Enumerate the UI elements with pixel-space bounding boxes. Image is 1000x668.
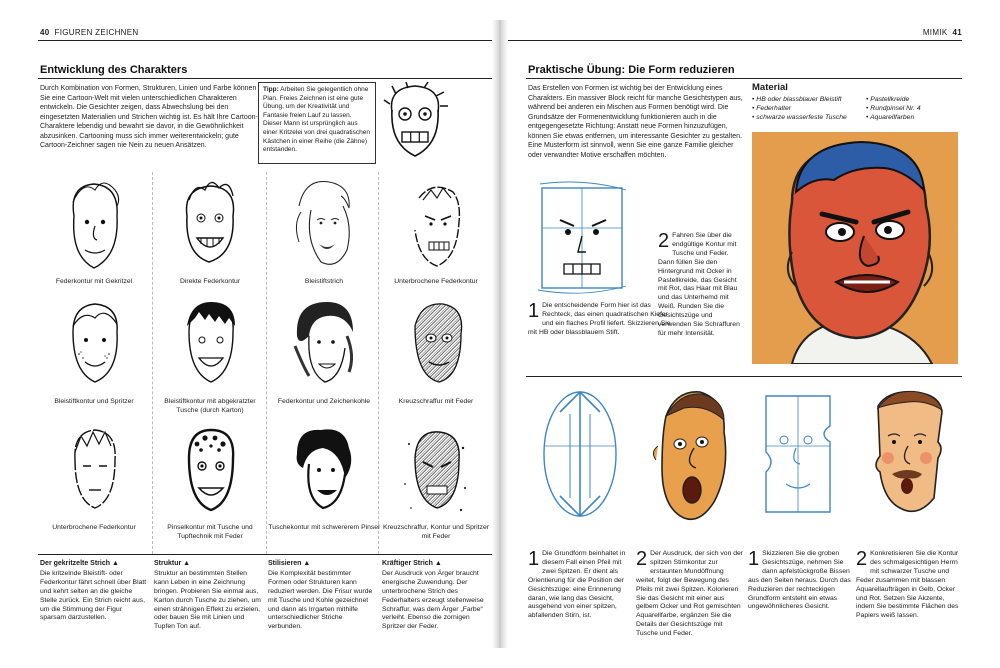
- right-page-header: [923, 28, 962, 37]
- scratched-ink-face-drawing: [175, 296, 245, 396]
- step-text: Der Ausdruck, der sich von der spitzen Stirnkontur zur erstaunten Mundöffnung weitet, folgt der Bewegung des Pfeils mit zwei Spitzen. Kolorieren Sie das Gesicht mit einer aus gelbem Ocker und Rot gemischten Aquarellfarbe, ergänzen Sie die Details der Gesichtszüge mit Tusche und Feder.: [636, 550, 744, 638]
- face-caption: Bleistiftkontur und Spritzer: [54, 398, 134, 405]
- header-rule: [508, 40, 962, 41]
- face-caption: Bleistiftstrich: [304, 278, 344, 285]
- face-caption: Pinselkontur mit Tusche und Tupftechnik mit Feder: [167, 524, 253, 540]
- step-text: Die Grundform beinhaltet in diesem Fall einen Pfeil mit zwei Spitzen. Er dient als Orientierung für die Position der Gesichtszüge: eine Erinnerung daran, wie lang das Gesicht, ausgehend von einer spitzen, abfallenden Stirn, ist.: [528, 550, 626, 620]
- material-item: • HB oder blassblauer Bleistift: [752, 96, 842, 103]
- material-title: Material: [752, 82, 788, 93]
- bottom-step-3: [748, 550, 852, 612]
- face-sample-12: [380, 424, 492, 541]
- step-number: 2: [856, 548, 868, 570]
- face-sample-8: [380, 296, 492, 407]
- step-number: 1: [528, 548, 540, 570]
- right-section-label: MIMIK: [922, 28, 948, 37]
- face-sample-2: [154, 176, 266, 287]
- face-sample-3: [268, 176, 380, 287]
- material-item: • Federhalter: [752, 105, 792, 112]
- crosshatch-spatter-face-drawing: [401, 424, 471, 522]
- face-caption: Kreuzschraffur mit Feder: [398, 398, 474, 405]
- material-list-2: [866, 95, 962, 122]
- description-text: Struktur an bestimmten Stellen kann Leben in eine Zeichnung bringen. Probieren Sie einmal aus, Karton durch Tusche zu ziehen, um einen strähnigen Effekt zu erzielen, oder bauen Sie mit Linien und Tupfen Ton auf.: [154, 569, 261, 631]
- right-intro-text: Das Erstellen von Formen ist wichtig bei der Entwicklung eines Charakters. Ein massiver Block reicht für manche Gesichtstypen aus, während bei anderen ein Mischen aus Formen benötigt wird. Die Grundsätze der Formenentwicklung funktionieren auch in die entgegengesetzte Richtung: Anstatt neue Formen hinzuzufügen, können Sie etwas entfernen, um interessante Gesichter zu gestalten. Eine Musterform ist sinnvoll, wenn Sie eine ganze Familie gleicher oder verwandter Motive erschaffen möchten.: [528, 85, 743, 159]
- face-sample-1: [38, 176, 150, 287]
- grid-divider: [266, 172, 267, 554]
- face-caption: Unterbrochene Federkontur: [52, 524, 136, 531]
- scribble-face-drawing: [59, 176, 129, 276]
- description-stylize: [268, 560, 376, 632]
- description-structure: [154, 560, 262, 632]
- tip-scribble-face-drawing: [380, 82, 450, 162]
- header-rule: [38, 40, 492, 41]
- book-spine: [492, 20, 508, 648]
- title-rule: [38, 78, 492, 79]
- brush-stipple-face-drawing: [175, 424, 245, 522]
- narrow-face-colored-drawing: [858, 386, 958, 524]
- rectangle-sketch-step-drawing: [530, 180, 640, 298]
- face-sample-10: [154, 424, 266, 541]
- step-number: 1: [528, 300, 540, 322]
- material-item: • Rundpinsel Nr. 4: [866, 105, 921, 112]
- bottom-step-4: [856, 550, 962, 621]
- face-sample-7: [268, 296, 380, 407]
- top-step-1: [528, 302, 676, 338]
- description-title: Struktur ▲: [154, 560, 191, 567]
- tip-box: [258, 82, 376, 164]
- description-title: Stilisieren ▲: [268, 560, 311, 567]
- face-caption: Kreuzschraffur, Kontur und Spritzer mit Feder: [382, 524, 490, 540]
- step-text: Konkretisieren Sie die Kontur des schmalgesichtigen Herrn mit schwarzer Tusche und Feder zusammen mit blassen Aquarellaufträgen in Gelb, Ocker und Rot. Setzen Sie Akzente, indem Sie bestimmte Flächen des Papiers weiß lassen.: [856, 550, 959, 620]
- face-caption: Federkontur und Zeichenkohle: [277, 398, 371, 405]
- section-rule: [526, 376, 962, 377]
- long-face-colored-drawing: [636, 386, 736, 524]
- bitten-rectangle-sketch-drawing: [748, 386, 848, 524]
- pen-charcoal-face-drawing: [289, 296, 359, 396]
- step-number: 2: [658, 230, 670, 252]
- left-intro-text: Durch Kombination von Formen, Strukturen, Linien und Farbe können Sie eine Cartoon-Welt mit vielen unterschiedlichen Charakteren entwickeln. Die Gesichter zeigen, dass Abwechslung bei den eingesetzten Materialien und Strichen wichtig ist. Es hält Ihre Cartoon-Charaktere lebendig und bewahrt sie davor, in die Gewöhnlichkeit abzusinken. Cartooning muss sich immer weiterentwickeln; gute Cartoon-Zeichner sagen nie Nein zu neuen Ansätzen.: [40, 85, 258, 149]
- tip-label: Tipp:: [263, 86, 279, 93]
- step-text: Die entscheidende Form hier ist das Rechteck, das einen quadratischen Kiefer und ein flaches Profil liefert. Skizzieren Sie mit HB oder blassblauem Stift.: [528, 302, 671, 336]
- crosshatch-face-drawing: [401, 296, 471, 396]
- description-text: Die kritzelnde Bleistift- oder Federkontur fährt schnell über Blatt und kehrt selten an die gleiche Stelle zurück. Ein Strich reicht aus, um die Stimmung der Figur sparsam darzustellen.: [40, 569, 147, 622]
- face-caption: Federkontur mit Gekritzel: [55, 278, 133, 285]
- left-section-label: FIGUREN ZEICHNEN: [54, 28, 139, 37]
- tip-text: Arbeiten Sie gelegentlich ohne Plan. Freies Zeichnen ist eine gute Übung, um der Kreativität und Fantasie freien Lauf zu lassen. Dieser Mann ist ursprünglich aus einer Kritzelei von drei quadratischen Kästchen in einer Reihe (die Zähne) entstanden.: [263, 86, 370, 154]
- left-page: [30, 20, 492, 648]
- pencil-line-face-drawing: [289, 176, 359, 276]
- grid-divider: [152, 172, 153, 554]
- face-sample-11: [268, 424, 380, 533]
- bottom-step-2: [636, 550, 744, 639]
- top-step-2: [658, 232, 746, 339]
- heavy-brush-face-drawing: [289, 424, 359, 522]
- description-text: Die Komplexität bestimmter Formen oder Strukturen kann reduziert werden. Die Frisur wurde mit Tusche und Kohle gezeichnet und dann als Irrgarten mithilfe unterschiedlicher Striche verbunden.: [268, 569, 373, 631]
- description-text: Der Ausdruck von Ärger braucht energische Zuwendung. Der unterbrochene Strich des Federhalters erzeugt stellenweise Schraffur, was dem Ärger „Farbe“ verleiht. Ebenso die zornigen Spritzer der Feder.: [382, 569, 484, 631]
- left-page-title: Entwicklung des Charakters: [40, 64, 188, 76]
- face-caption: Bleistiftkontur mit abgekratzter Tusche (durch Karton): [164, 398, 256, 414]
- right-page: [508, 20, 970, 648]
- step-text: Fahren Sie über die endgültige Kontur mit Tusche und Feder. Dann füllen Sie den Hintergrund mit Ocker in Pastellkreide, das Gesicht mit Rot, das Haar mit Blau und das Unterhemd mit Weiß. Runden Sie die Gesichtszüge und verwenden Sie Schraffuren für mehr Intensität.: [658, 232, 740, 337]
- double-arrow-sketch-drawing: [530, 386, 630, 524]
- face-caption: Direkte Federkontur: [179, 278, 241, 285]
- description-title: Kräftiger Strich ▲: [382, 560, 442, 567]
- face-sample-9: [38, 424, 150, 533]
- face-caption: Unterbrochene Federkontur: [394, 278, 478, 285]
- description-strong-line: [382, 560, 490, 632]
- finished-angry-man-illustration: [752, 132, 958, 364]
- broken-pen-face-drawing: [401, 176, 471, 276]
- face-sample-5: [38, 296, 150, 407]
- description-rule: [38, 554, 492, 555]
- description-scribble: [40, 560, 148, 623]
- face-caption: Tuschekontur mit schwererem Pinsel: [268, 524, 380, 531]
- right-page-number: 41: [952, 28, 962, 37]
- face-sample-4: [380, 176, 492, 287]
- material-item: • schwarze wasserfeste Tusche: [752, 114, 847, 121]
- left-page-number: 40: [40, 28, 50, 37]
- material-item: • Aquarellfarben: [866, 114, 915, 121]
- direct-pen-face-drawing: [175, 176, 245, 276]
- face-sample-6: [154, 296, 266, 415]
- description-title: Der gekritzelte Strich ▲: [40, 560, 119, 567]
- title-rule: [526, 78, 962, 79]
- broken-pen-face-drawing-2: [59, 424, 129, 522]
- step-number: 1: [748, 548, 760, 570]
- bottom-step-1: [528, 550, 632, 621]
- material-item: • Pastellkreide: [866, 96, 910, 103]
- pencil-spatter-face-drawing: [59, 296, 129, 396]
- left-page-header: [40, 28, 138, 37]
- step-text: Skizzieren Sie die groben Gesichtszüge, nehmen Sie dann apfelstückgroße Bissen aus den Seiten heraus. Durch das Reduzieren der rechteckigen Grundform entsteht ein etwas ungewöhnlicheres Gesicht.: [748, 550, 851, 611]
- step-number: 2: [636, 548, 648, 570]
- material-list-1: [752, 95, 860, 122]
- right-page-title: Praktische Übung: Die Form reduzieren: [528, 64, 735, 76]
